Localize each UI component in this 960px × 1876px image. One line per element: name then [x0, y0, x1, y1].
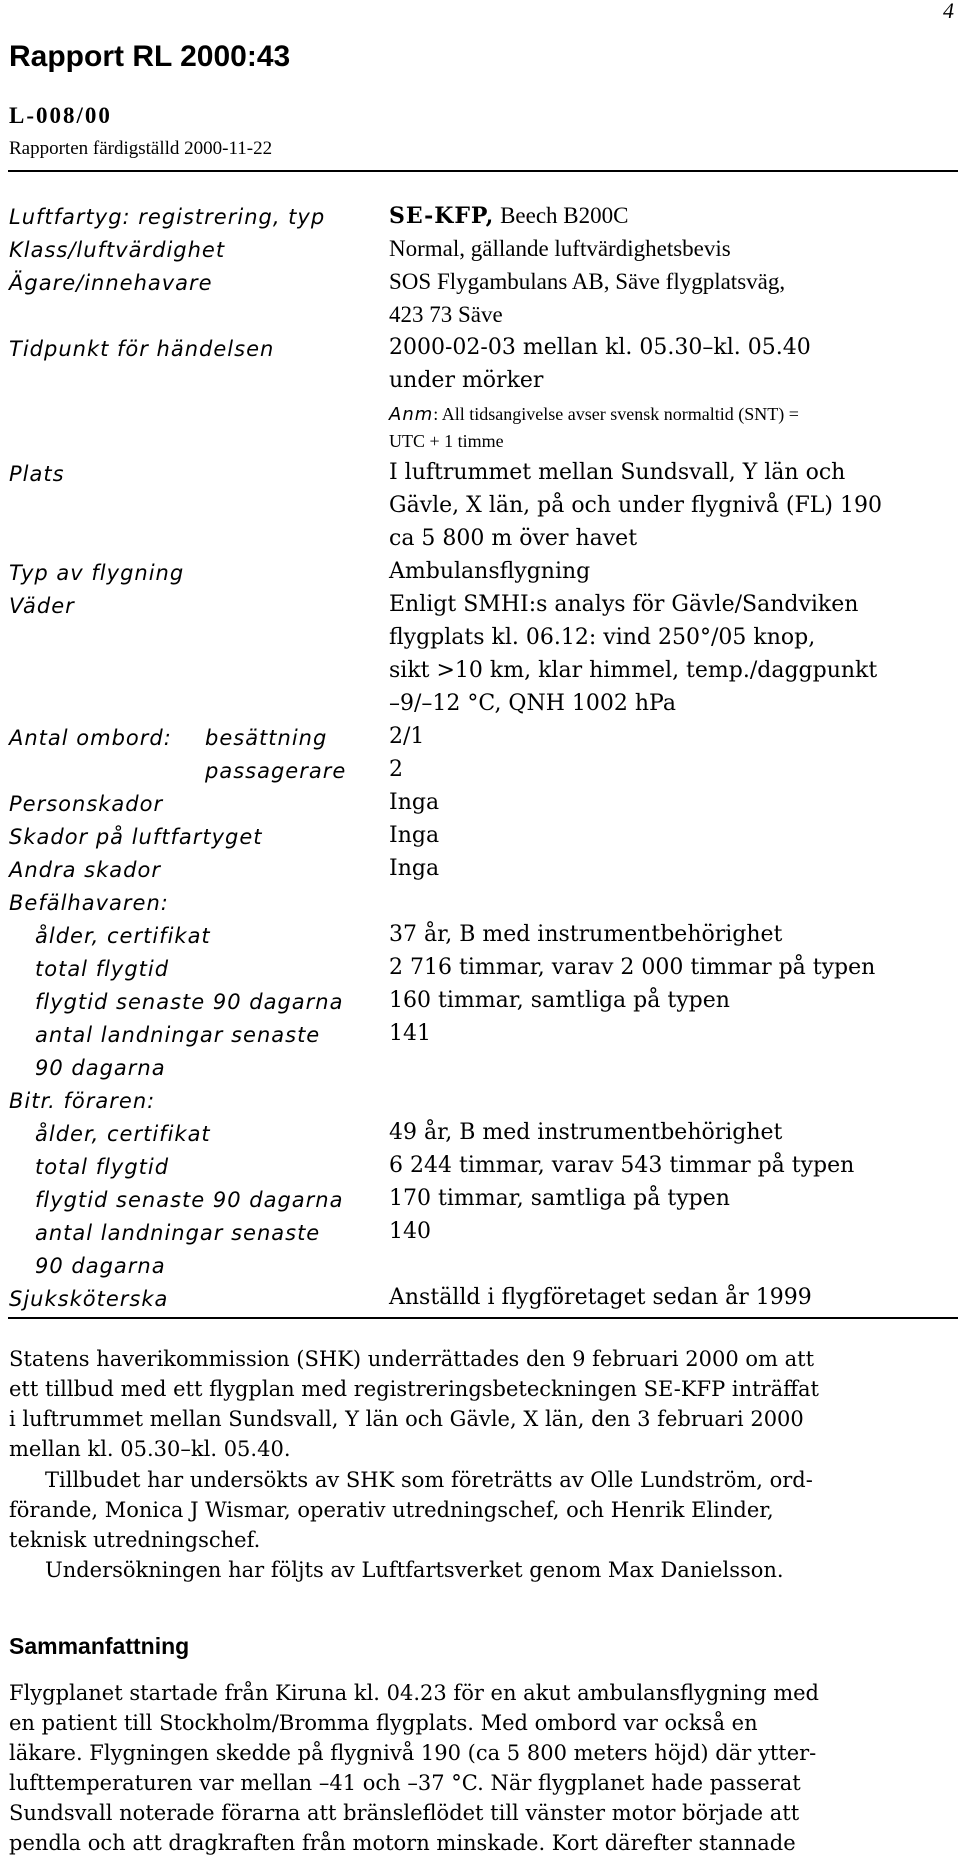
completion-date: Rapporten färdigställd 2000-11-22 [9, 138, 273, 159]
summary-line-3: läkare. Flygningen skedde på flygnivå 190 (ca 5 800 meters höjd) där ytter- [9, 1741, 817, 1765]
summary-line-1: Flygplanet startade från Kiruna kl. 04.23 för en akut ambulansflygning med [9, 1681, 819, 1705]
summary-line-2: en patient till Stockholm/Bromma flygplats. Med ombord var också en [9, 1711, 758, 1735]
page-number: 4 [943, 0, 954, 23]
time-note-line-1 [389, 404, 799, 425]
crew-value: 2/1 [389, 724, 425, 749]
class-label: Klass/luftvärdighet [9, 238, 226, 262]
report-id: L-008/00 [9, 103, 112, 128]
facts-bottom-rule [8, 1317, 958, 1319]
copilot-total-value: 6 244 timmar, varav 543 timmar på typen [389, 1153, 855, 1178]
summary-line-5: Sundsvall noterade förarna att bränsleflödet till vänster motor började att [9, 1801, 800, 1825]
flight-type-label: Typ av flygning [9, 561, 185, 585]
copilot-total-label: total flygtid [35, 1155, 170, 1179]
onboard-label: Antal ombord: [9, 726, 172, 750]
paragraph-1-line-1: Statens haverikommission (SHK) underrättades den 9 februari 2000 om att [9, 1347, 815, 1371]
captain-landings-label-1: antal landningar senaste [35, 1023, 321, 1047]
place-label: Plats [9, 462, 65, 486]
aircraft-value [389, 203, 628, 229]
captain-total-value: 2 716 timmar, varav 2 000 timmar på typen [389, 955, 876, 980]
copilot-heading: Bitr. föraren: [9, 1089, 156, 1113]
summary-line-6: pendla och att dragkraften från motorn minskade. Kort därefter stannade [9, 1831, 796, 1855]
top-rule [8, 170, 958, 172]
injuries-label: Personskador [9, 792, 164, 816]
captain-landings-label-2: 90 dagarna [35, 1056, 166, 1080]
nurse-value: Anställd i flygföretaget sedan år 1999 [389, 1285, 812, 1310]
passengers-label: passagerare [205, 759, 347, 783]
paragraph-2-line-3: teknisk utredningschef. [9, 1528, 261, 1552]
flight-type-value: Ambulansflygning [389, 559, 591, 584]
place-line-3: ca 5 800 m över havet [389, 526, 638, 551]
time-line-2: under mörker [389, 368, 544, 393]
summary-heading: Sammanfattning [9, 1633, 190, 1659]
weather-line-1: Enligt SMHI:s analys för Gävle/Sandviken [389, 592, 859, 617]
captain-age-value: 37 år, B med instrumentbehörighet [389, 922, 783, 947]
class-value: Normal, gällande luftvärdighetsbevis [389, 236, 731, 261]
copilot-landings-value: 140 [389, 1219, 431, 1244]
time-label: Tidpunkt för händelsen [9, 337, 275, 361]
aircraft-registration: SE-KFP, [389, 203, 495, 229]
owner-line-1: SOS Flygambulans AB, Säve flygplatsväg, [389, 269, 786, 294]
weather-line-4: –9/–12 °C, QNH 1002 hPa [389, 691, 676, 716]
owner-line-2: 423 73 Säve [389, 302, 503, 327]
aircraft-label: Luftfartyg: registrering, typ [9, 205, 326, 229]
aircraft-damage-value: Inga [389, 823, 440, 848]
note-text: : All tidsangivelse avser svensk normaltid (SNT) = [433, 404, 799, 424]
copilot-recent-label: flygtid senaste 90 dagarna [35, 1188, 344, 1212]
copilot-age-label: ålder, certifikat [35, 1122, 211, 1146]
crew-label: besättning [205, 726, 328, 750]
injuries-value: Inga [389, 790, 440, 815]
copilot-landings-label-1: antal landningar senaste [35, 1221, 321, 1245]
aircraft-damage-label: Skador på luftfartyget [9, 825, 263, 849]
copilot-landings-label-2: 90 dagarna [35, 1254, 166, 1278]
captain-age-label: ålder, certifikat [35, 924, 211, 948]
copilot-recent-value: 170 timmar, samtliga på typen [389, 1186, 730, 1211]
note-prefix: Anm [389, 404, 434, 425]
other-damage-label: Andra skador [9, 858, 161, 882]
paragraph-1-line-2: ett tillbud med ett flygplan med registreringsbeteckningen SE-KFP inträffat [9, 1377, 819, 1401]
nurse-label: Sjuksköterska [9, 1287, 169, 1311]
time-note-line-2: UTC + 1 timme [389, 431, 504, 451]
place-line-2: Gävle, X län, på och under flygnivå (FL) 190 [389, 493, 882, 518]
captain-total-label: total flygtid [35, 957, 170, 981]
captain-heading: Befälhavaren: [9, 891, 169, 915]
paragraph-1-line-3: i luftrummet mellan Sundsvall, Y län och Gävle, X län, den 3 februari 2000 [9, 1407, 804, 1431]
aircraft-type: Beech B200C [494, 203, 629, 228]
captain-landings-value: 141 [389, 1021, 431, 1046]
paragraph-2-line-2: förande, Monica J Wismar, operativ utredningschef, och Henrik Elinder, [9, 1498, 774, 1522]
captain-recent-value: 160 timmar, samtliga på typen [389, 988, 730, 1013]
place-line-1: I luftrummet mellan Sundsvall, Y län och [389, 460, 846, 485]
time-line-1: 2000-02-03 mellan kl. 05.30–kl. 05.40 [389, 335, 811, 360]
paragraph-1-line-4: mellan kl. 05.30–kl. 05.40. [9, 1437, 291, 1461]
summary-line-4: lufttemperaturen var mellan –41 och –37 °C. När flygplanet hade passerat [9, 1771, 801, 1795]
owner-label: Ägare/innehavare [9, 271, 213, 295]
other-damage-value: Inga [389, 856, 440, 881]
report-title: Rapport RL 2000:43 [9, 40, 291, 73]
weather-line-3: sikt >10 km, klar himmel, temp./daggpunkt [389, 658, 878, 683]
weather-line-2: flygplats kl. 06.12: vind 250°/05 knop, [389, 625, 816, 650]
paragraph-2-line-1: Tillbudet har undersökts av SHK som företrätts av Olle Lundström, ord- [45, 1468, 813, 1492]
paragraph-3-line-1: Undersökningen har följts av Luftfartsverket genom Max Danielsson. [45, 1558, 784, 1582]
captain-recent-label: flygtid senaste 90 dagarna [35, 990, 344, 1014]
weather-label: Väder [9, 594, 75, 618]
passengers-value: 2 [389, 757, 403, 782]
copilot-age-value: 49 år, B med instrumentbehörighet [389, 1120, 783, 1145]
